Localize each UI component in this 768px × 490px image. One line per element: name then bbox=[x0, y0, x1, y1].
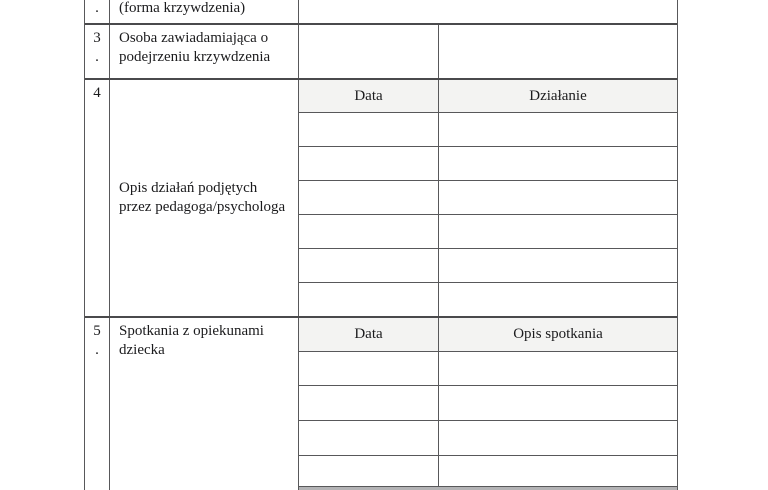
empty-date-cell bbox=[299, 283, 439, 316]
section-5-label-line2: dziecka bbox=[119, 342, 165, 358]
empty-desc-cell bbox=[439, 456, 677, 486]
section-4-header-date: Data bbox=[299, 80, 439, 112]
form-table bbox=[84, 0, 678, 490]
row-3-label-line2: podejrzeniu krzywdzenia bbox=[119, 49, 271, 65]
empty-date-cell bbox=[299, 181, 439, 214]
empty-desc-cell bbox=[439, 386, 677, 420]
empty-action-cell bbox=[439, 283, 677, 316]
row-3-label-cell bbox=[110, 25, 299, 78]
row-2-label: (forma krzywdzenia) bbox=[119, 0, 246, 16]
row-3 bbox=[85, 25, 677, 80]
section-5-header-desc: Opis spotkania bbox=[513, 326, 603, 342]
empty-row bbox=[299, 456, 677, 487]
empty-date-cell bbox=[299, 215, 439, 248]
empty-desc-cell bbox=[439, 421, 677, 455]
section-5-header-date: Data bbox=[299, 318, 439, 351]
section-4-label-line2: przez pedagoga/psychologa bbox=[119, 199, 286, 215]
section-5 bbox=[85, 318, 677, 490]
section-4-subtable bbox=[299, 80, 677, 316]
empty-row bbox=[299, 215, 677, 249]
empty-date-cell bbox=[299, 421, 439, 455]
empty-row bbox=[299, 386, 677, 421]
section-5-subtable bbox=[299, 318, 677, 490]
section-5-header-row bbox=[299, 318, 677, 352]
section-4-label-cell bbox=[110, 80, 299, 316]
row-3-value-cell-1 bbox=[299, 25, 439, 78]
empty-row bbox=[299, 249, 677, 283]
empty-date-cell bbox=[299, 147, 439, 180]
empty-desc-cell bbox=[439, 352, 677, 385]
empty-date-cell bbox=[299, 249, 439, 282]
section-5-number: 5 bbox=[93, 323, 101, 339]
section-5-label-line1: Spotkania z opiekunami bbox=[119, 323, 264, 339]
section-5-label-cell bbox=[110, 318, 299, 490]
empty-action-cell bbox=[439, 147, 677, 180]
row-2-value-cell bbox=[299, 0, 677, 23]
row-3-number-cell bbox=[85, 25, 110, 78]
empty-row bbox=[299, 283, 677, 316]
row-2-number: . bbox=[95, 0, 99, 16]
empty-action-cell bbox=[439, 249, 677, 282]
row-3-number-dot: . bbox=[95, 49, 99, 65]
section-4-header-action: Działanie bbox=[529, 87, 587, 104]
row-3-value-row bbox=[299, 25, 677, 78]
row-3-number: 3 bbox=[93, 30, 101, 46]
empty-row bbox=[299, 421, 677, 456]
empty-row bbox=[299, 147, 677, 181]
empty-row bbox=[299, 181, 677, 215]
section-4-label-line1: Opis działań podjętych bbox=[119, 180, 258, 196]
empty-row bbox=[299, 352, 677, 386]
empty-date-cell bbox=[299, 386, 439, 420]
empty-date-cell bbox=[299, 113, 439, 146]
empty-row bbox=[299, 113, 677, 147]
empty-action-cell bbox=[439, 215, 677, 248]
row-2-partial bbox=[85, 0, 677, 25]
section-4-number: 4 bbox=[93, 85, 101, 101]
row-2-number-cell bbox=[85, 0, 110, 23]
section-4 bbox=[85, 80, 677, 318]
empty-action-cell bbox=[439, 113, 677, 146]
row-2-label-cell bbox=[110, 0, 299, 23]
empty-action-cell bbox=[439, 181, 677, 214]
row-3-value-area bbox=[299, 25, 677, 78]
empty-date-cell bbox=[299, 352, 439, 385]
section-5-number-dot: . bbox=[95, 342, 99, 358]
empty-date-cell bbox=[299, 456, 439, 486]
section-5-number-cell bbox=[85, 318, 110, 490]
section-4-number-cell bbox=[85, 80, 110, 316]
section-4-header-row bbox=[299, 80, 677, 113]
row-3-label-line1: Osoba zawiadamiająca o bbox=[119, 30, 269, 46]
row-3-value-cell-2 bbox=[439, 25, 677, 78]
